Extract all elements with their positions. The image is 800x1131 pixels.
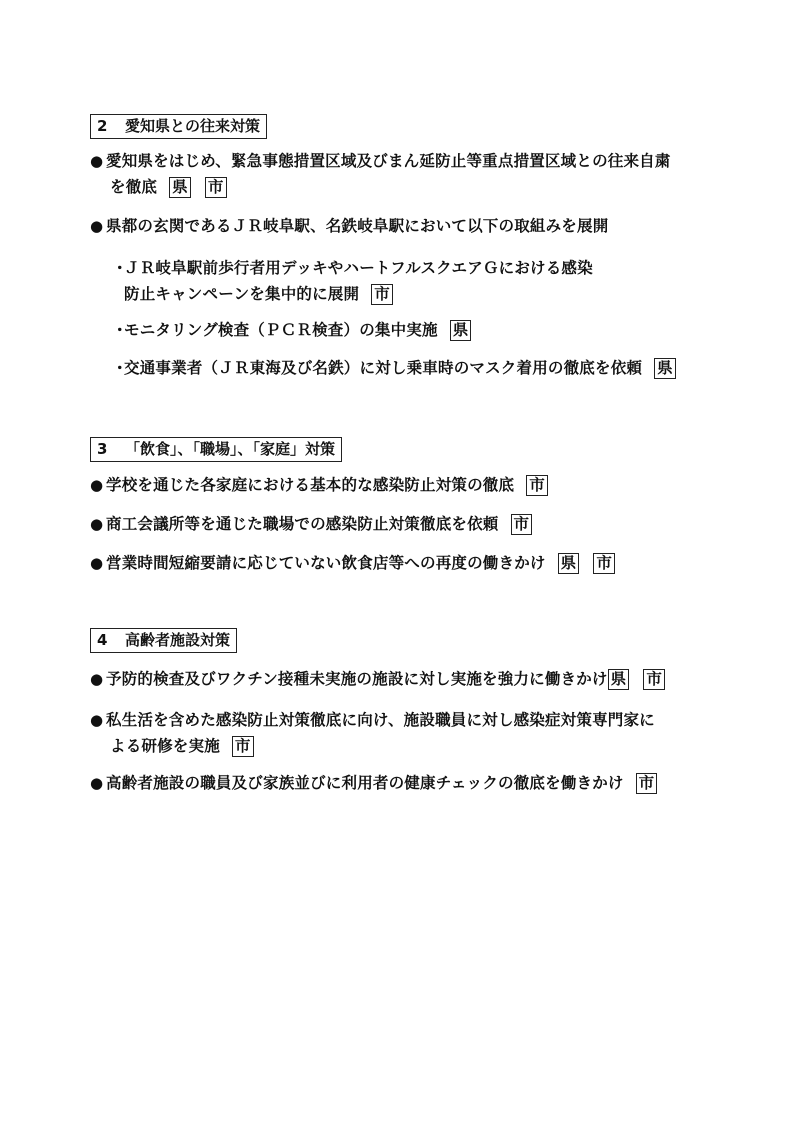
tag-prefecture: 県 (558, 553, 580, 574)
tag-city: 市 (636, 773, 658, 794)
sub-item (112, 257, 593, 279)
tag-prefecture: 県 (450, 320, 472, 341)
tag-prefecture: 県 (608, 669, 630, 690)
section-number: 2 (97, 117, 108, 135)
list-item-continuation (110, 735, 254, 757)
item-text: 予防的検査及びワクチン接種未実施の施設に対し実施を強力に働きかけ (106, 670, 608, 688)
list-item (90, 215, 608, 237)
list-item (90, 709, 655, 731)
item-text: 高齢者施設の職員及び家族並びに利用者の健康チェックの徹底を働きかけ (106, 774, 624, 792)
sub-item (112, 319, 471, 341)
section-number: 4 (97, 631, 108, 649)
bullet-icon: ● (90, 774, 104, 792)
section-title: 愛知県との往来対策 (125, 117, 261, 135)
bullet-icon: ● (90, 476, 104, 494)
item-text: 私生活を含めた感染防止対策徹底に向け、施設職員に対し感染症対策専門家に (106, 711, 655, 729)
list-item (90, 513, 532, 535)
tag-city: 市 (232, 736, 254, 757)
list-item-continuation (110, 176, 227, 198)
sub-bullet: ・ (112, 259, 128, 277)
list-item (90, 150, 671, 172)
section-heading-4 (90, 628, 237, 653)
section-title: 「飲食」、「職場」、「家庭」対策 (125, 440, 336, 458)
sub-item (112, 357, 676, 379)
tag-city: 市 (526, 475, 548, 496)
item-text: 交通事業者（ＪＲ東海及び名鉄）に対し乗車時のマスク着用の徹底を依頼 (124, 359, 643, 377)
bullet-icon: ● (90, 711, 104, 729)
tag-city: 市 (593, 553, 615, 574)
item-text: 県都の玄関であるＪＲ岐阜駅、名鉄岐阜駅において以下の取組みを展開 (106, 217, 609, 235)
section-heading-2 (90, 114, 267, 139)
list-item (90, 772, 657, 794)
item-text: 防止キャンペーンを集中的に展開 (124, 285, 360, 303)
item-text: 愛知県をはじめ、緊急事態措置区域及びまん延防止等重点措置区域との往来自粛 (106, 152, 671, 170)
section-number: 3 (97, 440, 108, 458)
tag-city: 市 (371, 284, 393, 305)
tag-prefecture: 県 (654, 358, 676, 379)
section-heading-3 (90, 437, 342, 462)
section-title: 高齢者施設対策 (125, 631, 231, 649)
bullet-icon: ● (90, 670, 104, 688)
bullet-icon: ● (90, 554, 104, 572)
tag-city: 市 (205, 177, 227, 198)
bullet-icon: ● (90, 152, 104, 170)
list-item (90, 474, 548, 496)
bullet-icon: ● (90, 515, 104, 533)
tag-city: 市 (511, 514, 533, 535)
tag-prefecture: 県 (169, 177, 191, 198)
item-text: モニタリング検査（ＰＣＲ検査）の集中実施 (124, 321, 438, 339)
sub-item-continuation (124, 283, 393, 305)
list-item (90, 668, 665, 690)
item-text: 営業時間短縮要請に応じていない飲食店等への再度の働きかけ (106, 554, 546, 572)
tag-city: 市 (643, 669, 665, 690)
list-item (90, 552, 615, 574)
item-text: ＪＲ岐阜駅前歩行者用デッキやハートフルスクエアＧにおける感染 (124, 259, 593, 277)
bullet-icon: ● (90, 217, 104, 235)
sub-bullet: ・ (112, 359, 128, 377)
item-text: 商工会議所等を通じた職場での感染防止対策徹底を依頼 (106, 515, 499, 533)
item-text: 学校を通じた各家庭における基本的な感染防止対策の徹底 (106, 476, 515, 494)
sub-bullet: ・ (112, 321, 128, 339)
item-text: を徹底 (110, 178, 158, 196)
item-text: よる研修を実施 (110, 737, 220, 755)
